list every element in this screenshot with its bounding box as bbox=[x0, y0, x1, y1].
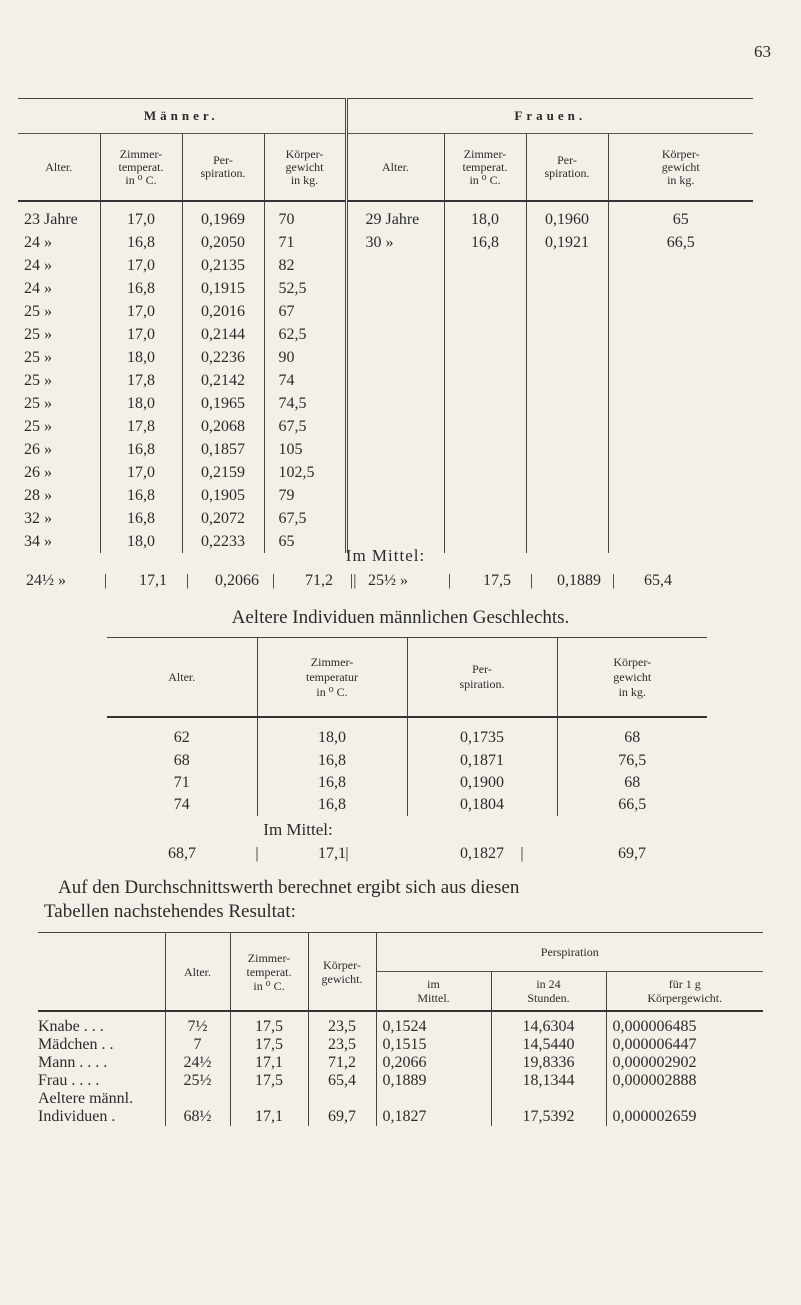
t3-temp: 17,5 bbox=[230, 1072, 308, 1090]
t3-temp: 17,1 bbox=[230, 1054, 308, 1072]
mittel-row-1: 24½ » | 17,1 | 0,2066 | 71,2 || 25½ » | 17,5 | 0,1889 | 65,4 bbox=[26, 572, 688, 590]
t3-g1 bbox=[606, 1090, 763, 1108]
men-age: 24 » bbox=[24, 233, 52, 251]
mittel-men-temp: 17,1 bbox=[139, 572, 167, 589]
men-persp: 0,2068 bbox=[182, 415, 264, 438]
table-row bbox=[38, 1036, 763, 1054]
women-weight bbox=[608, 300, 753, 323]
paragraph-line-1: Auf den Durchschnittswerth berechnet ergibt sich aus diesen bbox=[58, 877, 520, 898]
women-temp bbox=[444, 438, 526, 461]
t2-header-weight: Körper- gewicht in kg. bbox=[557, 638, 707, 718]
women-persp: 0,1921 bbox=[526, 231, 608, 254]
women-weight bbox=[608, 507, 753, 530]
women-age bbox=[346, 254, 444, 277]
men-age: 25 » bbox=[24, 417, 52, 435]
t2-persp: 0,1871 bbox=[407, 750, 557, 772]
t2-mittel-weight: 69,7 bbox=[618, 845, 646, 862]
mittel-women-age: 25½ » bbox=[368, 572, 408, 589]
women-temp bbox=[444, 369, 526, 392]
men-weight: 102,5 bbox=[264, 461, 346, 484]
t3-header-alter: Alter. bbox=[165, 933, 230, 1012]
women-age bbox=[346, 346, 444, 369]
men-persp: 0,1969 bbox=[182, 201, 264, 231]
table-result bbox=[38, 932, 763, 1126]
women-weight bbox=[608, 323, 753, 346]
t3-mittel: 0,1889 bbox=[376, 1072, 491, 1090]
table-aeltere bbox=[107, 637, 707, 816]
women-weight bbox=[608, 369, 753, 392]
t3-age bbox=[165, 1090, 230, 1108]
men-age: 25 » bbox=[24, 348, 52, 366]
men-weight: 82 bbox=[264, 254, 346, 277]
t3-weight: 23,5 bbox=[308, 1036, 376, 1054]
men-temp: 16,8 bbox=[100, 484, 182, 507]
t3-header-temp: Zimmer- temperat. in ⁰ C. bbox=[230, 933, 308, 1012]
women-age bbox=[346, 484, 444, 507]
men-age: 24 » bbox=[24, 279, 52, 297]
women-weight bbox=[608, 346, 753, 369]
t3-h24: 18,1344 bbox=[491, 1072, 606, 1090]
women-age: 30 » bbox=[346, 231, 444, 254]
men-weight: 52,5 bbox=[264, 277, 346, 300]
women-weight: 66,5 bbox=[608, 231, 753, 254]
men-persp: 0,1857 bbox=[182, 438, 264, 461]
men-persp: 0,1905 bbox=[182, 484, 264, 507]
t3-mittel: 0,1515 bbox=[376, 1036, 491, 1054]
women-temp bbox=[444, 323, 526, 346]
document-page: 63 Männer. Frauen. Alter. Zimmer- temperat. in ⁰ C. Per- spiration. Körper- gewicht in kg. Alter. Zimmer- temperat. in ⁰ C. Per- spiration. Körper- gewicht in kg. 23 Jahre 17,0 0,1969 70 29 Jahre 18,0 0,1960 65 24 » 16,8 0,2050 71 30 » 16,8 0,1921 66,5 24 » 17,0 0,2135 82 24 » 16,8 0,1915 52,5 25 » 17,0 0,2016 67 25 » 17,0 0,2144 62,5 25 » 18,0 0,2236 90 25 » 17,8 0,2142 74 25 » 18,0 0,1965 74,5 25 » 17,8 0,2068 67,5 26 » 16,8 0,1857 105 26 » 17,0 0,2159 102,5 28 » 16,8 0,1905 79 32 » 16,8 0,2072 67,5 34 » 18,0 0,2233 65 Im Mittel: 24½ » | 17,1 | 0,2066 | 71,2 || 25½ » | 17,5 | 0,1889 | 65,4 Aeltere Individuen männlichen Geschlechts. Alter. Zimmer- temperatur in ⁰ C. Per- spiration. Körper- gewicht in kg. 62 18,0 0,1735 68 68 16,8 0,1871 76,5 71 16,8 0,1900 68 74 16,8 0,1804 66,5 Im Mittel: 68,7 | 17,1 | 0,1827 | 69,7 Auf den Durchschnittswerth berechnet ergibt sich aus diesen Tabellen nachstehendes Resultat: Alter. Zimmer- temperat. in ⁰ C. Körper- gewicht. Perspiration im Mittel. in 24 Stunden. für 1 g Körpergewicht. Knabe . . . 7½ 17,5 23,5 0,1524 14,6304 0,000006485 Mädchen . . 7 17,5 23,5 0,1515 14,5440 0,000006447 Mann . . . . 24½ 17,1 71,2 0,2066 19,8336 0,000002902 Frau . . . . 25½ 17,5 65,4 0,1889 18,1344 0,000002888 Aeltere männl. Individuen . 68½ 17,1 69,7 0,1827 17,5392 0,000002659 bbox=[0, 0, 801, 1305]
t3-h24: 14,6304 bbox=[491, 1011, 606, 1036]
men-temp: 17,8 bbox=[100, 369, 182, 392]
women-temp bbox=[444, 392, 526, 415]
table-row bbox=[18, 254, 753, 277]
women-age bbox=[346, 300, 444, 323]
men-weight: 79 bbox=[264, 484, 346, 507]
mittel-label-1: Im Mittel: bbox=[345, 546, 426, 565]
table-row bbox=[18, 369, 753, 392]
t3-age: 7½ bbox=[165, 1011, 230, 1036]
t2-mittel-persp: 0,1827 bbox=[460, 845, 504, 862]
header-alter-men: Alter. bbox=[18, 134, 100, 202]
caption-aeltere: Aeltere Individuen männlichen Geschlechts. bbox=[231, 607, 570, 628]
t3-h24 bbox=[491, 1090, 606, 1108]
women-persp bbox=[526, 507, 608, 530]
table-row bbox=[18, 461, 753, 484]
t2-age: 62 bbox=[173, 729, 190, 746]
t2-persp: 0,1804 bbox=[407, 794, 557, 816]
t3-g1: 0,000002888 bbox=[606, 1072, 763, 1090]
t3-weight: 23,5 bbox=[308, 1011, 376, 1036]
t3-mittel: 0,2066 bbox=[376, 1054, 491, 1072]
men-temp: 17,0 bbox=[100, 300, 182, 323]
women-age bbox=[346, 461, 444, 484]
men-age: 28 » bbox=[24, 486, 52, 504]
women-age bbox=[346, 323, 444, 346]
women-weight bbox=[608, 461, 753, 484]
women-persp bbox=[526, 254, 608, 277]
men-weight: 67,5 bbox=[264, 507, 346, 530]
women-temp bbox=[444, 300, 526, 323]
t3-header-1g: für 1 g Körpergewicht. bbox=[606, 972, 763, 1012]
women-persp: 0,1960 bbox=[526, 201, 608, 231]
t2-temp: 18,0 bbox=[257, 717, 407, 750]
men-weight: 65 bbox=[264, 530, 346, 553]
t2-persp: 0,1735 bbox=[407, 717, 557, 750]
men-weight: 74,5 bbox=[264, 392, 346, 415]
t3-label: Aeltere männl. bbox=[38, 1090, 134, 1107]
body-paragraph bbox=[44, 876, 770, 924]
t3-label: Individuen . bbox=[38, 1108, 116, 1125]
men-age: 23 Jahre bbox=[24, 210, 78, 228]
men-age: 34 » bbox=[24, 532, 52, 550]
women-persp bbox=[526, 461, 608, 484]
women-persp bbox=[526, 392, 608, 415]
table-row bbox=[18, 392, 753, 415]
table-row bbox=[18, 438, 753, 461]
t2-age: 68 bbox=[173, 752, 190, 769]
men-persp: 0,2135 bbox=[182, 254, 264, 277]
table-row bbox=[38, 1090, 763, 1108]
t3-weight: 71,2 bbox=[308, 1054, 376, 1072]
men-persp: 0,2142 bbox=[182, 369, 264, 392]
women-persp bbox=[526, 369, 608, 392]
men-weight: 70 bbox=[264, 201, 346, 231]
women-temp bbox=[444, 415, 526, 438]
men-temp: 17,0 bbox=[100, 323, 182, 346]
women-age bbox=[346, 415, 444, 438]
t3-temp: 17,5 bbox=[230, 1036, 308, 1054]
men-age: 24 » bbox=[24, 256, 52, 274]
women-persp bbox=[526, 323, 608, 346]
men-weight: 105 bbox=[264, 438, 346, 461]
men-age: 32 » bbox=[24, 509, 52, 527]
women-weight bbox=[608, 415, 753, 438]
women-age bbox=[346, 277, 444, 300]
men-temp: 16,8 bbox=[100, 507, 182, 530]
women-age bbox=[346, 369, 444, 392]
t3-label: Knabe . . . bbox=[38, 1018, 104, 1035]
men-persp: 0,2072 bbox=[182, 507, 264, 530]
header-weight-men: Körper- gewicht in kg. bbox=[264, 134, 346, 202]
women-temp bbox=[444, 461, 526, 484]
men-temp: 16,8 bbox=[100, 231, 182, 254]
t2-age: 74 bbox=[173, 796, 190, 813]
women-temp: 16,8 bbox=[444, 231, 526, 254]
t2-temp: 16,8 bbox=[257, 772, 407, 794]
t2-weight: 66,5 bbox=[557, 794, 707, 816]
women-age bbox=[346, 438, 444, 461]
t3-g1: 0,000006485 bbox=[606, 1011, 763, 1036]
table-row bbox=[107, 717, 707, 750]
t2-persp: 0,1900 bbox=[407, 772, 557, 794]
women-age bbox=[346, 507, 444, 530]
men-weight: 62,5 bbox=[264, 323, 346, 346]
paragraph-line-2: Tabellen nachstehendes Resultat: bbox=[44, 901, 296, 922]
women-temp bbox=[444, 507, 526, 530]
men-temp: 17,0 bbox=[100, 254, 182, 277]
men-temp: 18,0 bbox=[100, 346, 182, 369]
t2-header-temp: Zimmer- temperatur in ⁰ C. bbox=[257, 638, 407, 718]
men-weight: 90 bbox=[264, 346, 346, 369]
mittel-men-persp: 0,2066 bbox=[215, 572, 259, 589]
t3-temp: 17,5 bbox=[230, 1011, 308, 1036]
women-persp bbox=[526, 484, 608, 507]
table-row bbox=[18, 277, 753, 300]
header-temp-women: Zimmer- temperat. in ⁰ C. bbox=[444, 134, 526, 202]
table-row bbox=[18, 300, 753, 323]
men-age: 25 » bbox=[24, 325, 52, 343]
t2-mittel-age: 68,7 bbox=[168, 845, 196, 862]
men-persp: 0,2233 bbox=[182, 530, 264, 553]
t3-mittel bbox=[376, 1090, 491, 1108]
men-age: 26 » bbox=[24, 463, 52, 481]
women-persp bbox=[526, 438, 608, 461]
table-men-women bbox=[18, 98, 753, 589]
women-weight bbox=[608, 438, 753, 461]
group-men: Männer. bbox=[18, 99, 346, 134]
t3-g1: 0,000002659 bbox=[606, 1108, 763, 1126]
t3-header-label bbox=[38, 933, 165, 1012]
t3-header-perspiration: Perspiration bbox=[376, 933, 763, 972]
men-temp: 18,0 bbox=[100, 530, 182, 553]
t2-temp: 16,8 bbox=[257, 794, 407, 816]
t3-h24: 17,5392 bbox=[491, 1108, 606, 1126]
women-persp bbox=[526, 346, 608, 369]
men-persp: 0,2050 bbox=[182, 231, 264, 254]
t3-h24: 19,8336 bbox=[491, 1054, 606, 1072]
men-persp: 0,1965 bbox=[182, 392, 264, 415]
t3-weight: 69,7 bbox=[308, 1108, 376, 1126]
header-weight-women: Körper- gewicht in kg. bbox=[608, 134, 753, 202]
table-row bbox=[107, 772, 707, 794]
t2-weight: 68 bbox=[557, 717, 707, 750]
table-row bbox=[38, 1011, 763, 1036]
mittel-label-2: Im Mittel: bbox=[263, 820, 333, 839]
table-row bbox=[18, 201, 753, 231]
women-persp bbox=[526, 277, 608, 300]
women-persp bbox=[526, 300, 608, 323]
header-persp-men: Per- spiration. bbox=[182, 134, 264, 202]
table-row bbox=[38, 1054, 763, 1072]
table-row bbox=[38, 1072, 763, 1090]
men-temp: 17,0 bbox=[100, 461, 182, 484]
table-row bbox=[18, 346, 753, 369]
t3-weight: 65,4 bbox=[308, 1072, 376, 1090]
group-women: Frauen. bbox=[346, 99, 753, 134]
t2-weight: 68 bbox=[557, 772, 707, 794]
men-temp: 18,0 bbox=[100, 392, 182, 415]
header-temp-men: Zimmer- temperat. in ⁰ C. bbox=[100, 134, 182, 202]
t2-weight: 76,5 bbox=[557, 750, 707, 772]
t3-age: 68½ bbox=[165, 1108, 230, 1126]
t3-age: 7 bbox=[165, 1036, 230, 1054]
women-weight bbox=[608, 484, 753, 507]
t3-header-weight: Körper- gewicht. bbox=[308, 933, 376, 1012]
men-temp: 17,0 bbox=[100, 201, 182, 231]
page-number: 63 bbox=[754, 42, 771, 61]
header-alter-women: Alter. bbox=[346, 134, 444, 202]
table-row bbox=[18, 415, 753, 438]
mittel-women-persp: 0,1889 bbox=[557, 572, 601, 589]
table-row bbox=[107, 750, 707, 772]
men-weight: 71 bbox=[264, 231, 346, 254]
women-weight: 65 bbox=[608, 201, 753, 231]
men-temp: 16,8 bbox=[100, 277, 182, 300]
women-temp bbox=[444, 346, 526, 369]
table-row bbox=[18, 484, 753, 507]
t3-label: Mädchen . . bbox=[38, 1036, 114, 1053]
t2-header-persp: Per- spiration. bbox=[407, 638, 557, 718]
t2-header-alter: Alter. bbox=[107, 638, 257, 718]
men-weight: 67 bbox=[264, 300, 346, 323]
women-weight bbox=[608, 277, 753, 300]
men-persp: 0,2016 bbox=[182, 300, 264, 323]
women-persp bbox=[526, 415, 608, 438]
t2-mittel-temp: 17,1 bbox=[318, 845, 346, 862]
t3-temp bbox=[230, 1090, 308, 1108]
t3-mittel: 0,1524 bbox=[376, 1011, 491, 1036]
t3-weight bbox=[308, 1090, 376, 1108]
men-weight: 67,5 bbox=[264, 415, 346, 438]
men-temp: 16,8 bbox=[100, 438, 182, 461]
women-age: 29 Jahre bbox=[346, 201, 444, 231]
table-row bbox=[18, 323, 753, 346]
women-temp bbox=[444, 484, 526, 507]
women-temp bbox=[444, 254, 526, 277]
women-temp bbox=[444, 277, 526, 300]
women-temp: 18,0 bbox=[444, 201, 526, 231]
men-persp: 0,2159 bbox=[182, 461, 264, 484]
t3-mittel: 0,1827 bbox=[376, 1108, 491, 1126]
table-row bbox=[107, 794, 707, 816]
women-age bbox=[346, 392, 444, 415]
t3-age: 25½ bbox=[165, 1072, 230, 1090]
t3-label: Mann . . . . bbox=[38, 1054, 108, 1071]
table-row bbox=[38, 1108, 763, 1126]
mittel-men-weight: 71,2 bbox=[305, 572, 333, 589]
women-weight bbox=[608, 392, 753, 415]
men-persp: 0,2236 bbox=[182, 346, 264, 369]
header-persp-women: Per- spiration. bbox=[526, 134, 608, 202]
men-age: 25 » bbox=[24, 394, 52, 412]
t3-g1: 0,000006447 bbox=[606, 1036, 763, 1054]
table-row bbox=[18, 231, 753, 254]
t3-temp: 17,1 bbox=[230, 1108, 308, 1126]
t3-g1: 0,000002902 bbox=[606, 1054, 763, 1072]
t3-h24: 14,5440 bbox=[491, 1036, 606, 1054]
men-age: 25 » bbox=[24, 302, 52, 320]
men-persp: 0,2144 bbox=[182, 323, 264, 346]
women-weight bbox=[608, 254, 753, 277]
mittel-women-temp: 17,5 bbox=[483, 572, 511, 589]
mittel-men-age: 24½ » bbox=[26, 572, 66, 589]
t3-header-24h: in 24 Stunden. bbox=[491, 972, 606, 1012]
t3-age: 24½ bbox=[165, 1054, 230, 1072]
mittel-women-weight: 65,4 bbox=[644, 572, 672, 589]
men-persp: 0,1915 bbox=[182, 277, 264, 300]
t2-temp: 16,8 bbox=[257, 750, 407, 772]
men-weight: 74 bbox=[264, 369, 346, 392]
t3-label: Frau . . . . bbox=[38, 1072, 100, 1089]
t3-header-mittel: im Mittel. bbox=[376, 972, 491, 1012]
men-age: 26 » bbox=[24, 440, 52, 458]
table-row bbox=[18, 507, 753, 530]
t2-age: 71 bbox=[173, 774, 190, 791]
men-temp: 17,8 bbox=[100, 415, 182, 438]
men-age: 25 » bbox=[24, 371, 52, 389]
